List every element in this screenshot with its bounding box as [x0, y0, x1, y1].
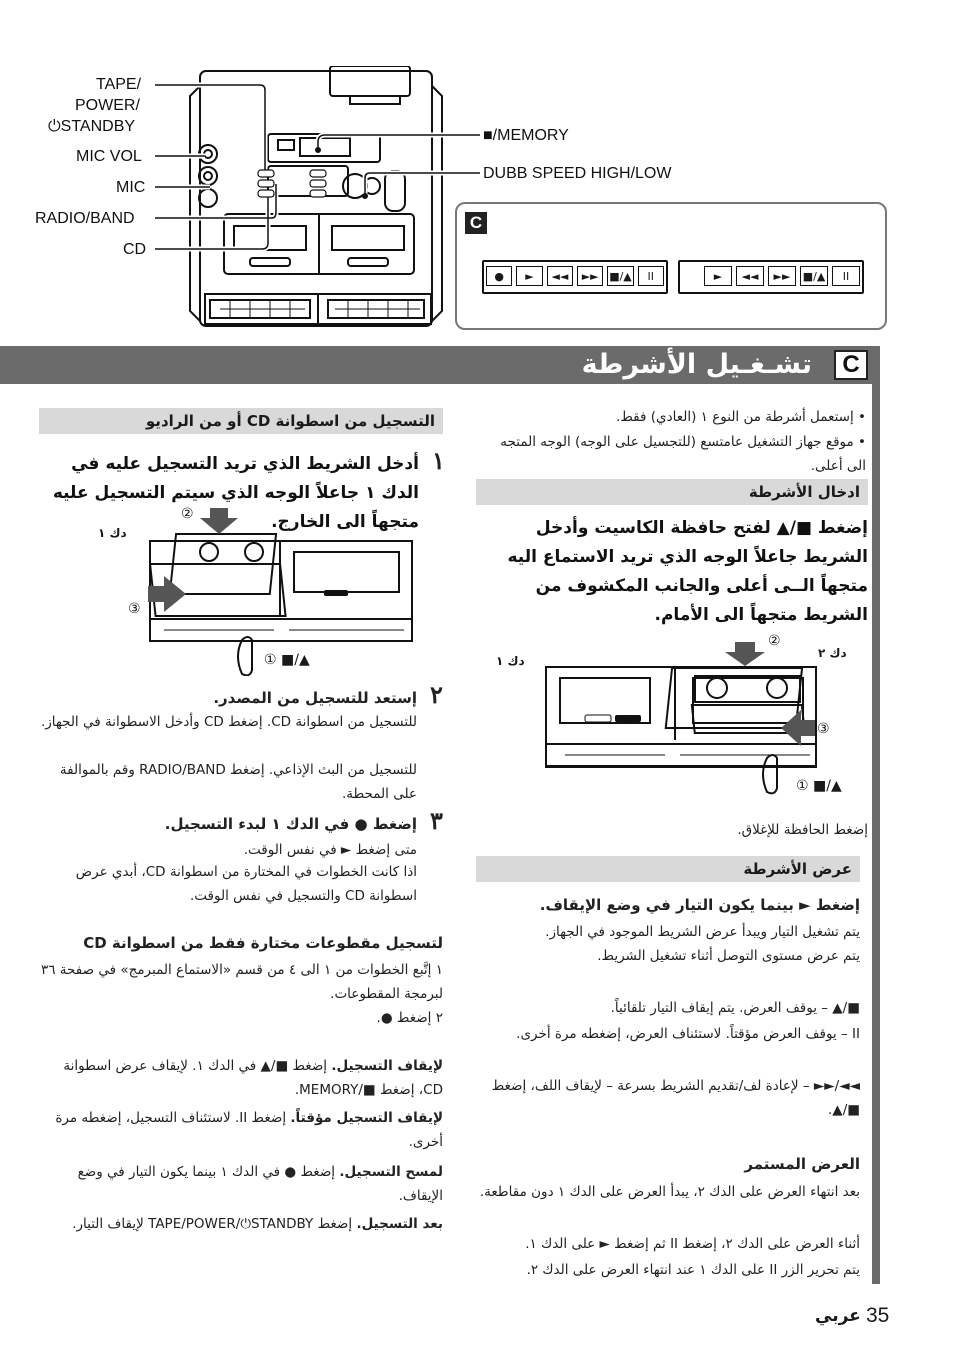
- deck1-keys: [482, 260, 668, 294]
- op-stop-record: لإيقاف التسجيل. إضغط ■/▲ في الدك ١. لإيقاف عرض اسطوانة CD، إضغط ■/MEMORY.: [63, 1058, 443, 1098]
- continuous-line-3: يتم تحرير الزر II على الدك ١ عند انتهاء العرض على الدك ٢.: [526, 1262, 860, 1278]
- deck-insert-illustration: [545, 640, 845, 800]
- record-key: ●: [486, 266, 512, 286]
- c-badge: C: [465, 212, 487, 234]
- section-banner: [0, 346, 872, 384]
- banner-title: تشـغـيل الأشرطة: [581, 349, 812, 380]
- label-dubb-speed: DUBB SPEED HIGH/LOW: [483, 165, 672, 182]
- deck1-insert-illustration: [124, 506, 424, 676]
- rewind-key: ◄◄: [736, 266, 764, 286]
- label-tape: TAPE/: [96, 76, 142, 93]
- marker-3: ③: [128, 601, 141, 617]
- deck-label-1: دك ١: [496, 654, 525, 668]
- label-memory: ■/MEMORY: [483, 127, 569, 144]
- marker-3: ③: [817, 721, 830, 737]
- step-1-number: ١: [432, 446, 445, 475]
- recording-section-title: التسجيل من اسطوانة CD أو من الراديو: [39, 408, 443, 434]
- step-2-line-1: للتسجيل من اسطوانة CD. إضغط CD وأدخل الاسطوانة في الجهاز.: [40, 714, 417, 730]
- deck-label-2: دك ٢: [818, 646, 847, 660]
- step-2-title: إستعد للتسجيل من المصدر.: [213, 689, 417, 707]
- continuous-title: العرض المستمر: [744, 1155, 860, 1173]
- play-key: ►: [516, 266, 542, 286]
- play-line-1: يتم تشغيل التيار ويبدأ عرض الشريط الموجود في الجهاز.: [545, 924, 860, 940]
- ffwd-key: ►►: [768, 266, 796, 286]
- pause-key: II: [638, 266, 664, 286]
- close-note: إضغط الحافظة للإغلاق.: [737, 822, 868, 838]
- step-3-line-1: متى إضغط ► في نفس الوقت.: [243, 842, 417, 858]
- step-2-line-2: للتسجيل من البث الإذاعي. إضغط RADIO/BAND وقم بالموالفة على المحطة.: [59, 762, 417, 802]
- marker-1: ① ■/▲: [796, 778, 842, 794]
- op-erase-record: لمسح التسجيل. إضغط ● في الدك ١ بينما يكون التيار في وضع الإيقاف.: [77, 1164, 443, 1204]
- stereo-front-illustration: [150, 66, 490, 332]
- step-3-line-2: اذا كانت الخطوات في المختارة من اسطوانة CD، أبدي عرض اسطوانة CD والتسجيل في نفس الوقت.: [75, 864, 417, 904]
- insert-section-title: ادخال الأشرطة: [476, 479, 868, 505]
- pause-key: II: [832, 266, 860, 286]
- step-3-title: إضغط ● في الدك ١ لبدء التسجيل.: [164, 815, 417, 833]
- footer-language: عربي: [815, 1306, 861, 1326]
- label-mic: MIC: [116, 179, 146, 196]
- label-power: POWER/: [75, 97, 140, 114]
- deck-controls-panel: [455, 202, 887, 330]
- side-bar: [872, 346, 880, 1284]
- marker-1: ① ■/▲: [264, 652, 310, 668]
- play-key: ►: [704, 266, 732, 286]
- step-3-number: ٣: [430, 806, 443, 835]
- ffwd-key: ►►: [577, 266, 603, 286]
- stop-line-1: ■/▲ – يوقف العرض. يتم إيقاف التيار تلقائياً.: [610, 1000, 860, 1016]
- marker-2: ②: [768, 633, 781, 649]
- label-standby: ⏻STANDBY: [48, 118, 136, 135]
- page-number: 35: [866, 1304, 890, 1327]
- rewind-key: ◄◄: [547, 266, 573, 286]
- program-line-2: ٢ إضغط ●.: [376, 1010, 443, 1026]
- op-after-record: بعد التسجيل. إضغط TAPE/POWER/⏻STANDBY لإيقاف التيار.: [72, 1216, 443, 1232]
- play-line-2: يتم عرض مستوى التوصل أثناء تشغيل الشريط.: [597, 948, 860, 964]
- program-line-1: ١ إتَّبع الخطوات من ١ الى ٤ من قسم «الاستماع المبرمج» في صفحة ٣٦ لبرمجة المقطوعات.: [41, 962, 443, 1002]
- program-record-title: لتسجيل مقطوعات مختارة فقط من اسطوانة CD: [83, 934, 443, 952]
- step-1-text: أدخل الشريط الذي تريد التسجيل عليه في الدك ١ جاعلاً الوجه الذي سيتم التسجيل عليه متجهاً الى الخارج.: [52, 454, 419, 532]
- stop-line-2: II – يوقف العرض مؤقتاً. لاستئناف العرض، إضغطه مرة أخرى.: [516, 1026, 860, 1042]
- play-instruction: إضغط ► بينما يكون التيار في وضع الإيقاف.: [539, 896, 860, 914]
- label-mic-vol: MIC VOL: [76, 148, 142, 165]
- bullet-1: • إستعمل أشرطة من النوع ١ (العادي) فقط.: [616, 409, 866, 425]
- continuous-line-2: أثناء العرض على الدك ٢، إضغط II ثم إضغط ► على الدك ١.: [525, 1236, 860, 1252]
- insert-instruction: إضغط ■/▲ لفتح حافظة الكاسيت وأدخل الشريط جاعلاً الوجه الذي تريد الاستماع اليه متجهاً الــى أعلى والجانب المكشوف من الشريط متجهاً الى الأمام.: [507, 518, 868, 625]
- step-2-number: ٢: [430, 680, 443, 709]
- stop-eject-key: ■/▲: [607, 266, 633, 286]
- marker-2: ②: [181, 506, 194, 522]
- deck2-keys: [678, 260, 864, 294]
- label-cd: CD: [123, 241, 147, 258]
- play-section-title: عرض الأشرطة: [476, 856, 860, 882]
- banner-badge: C: [834, 350, 868, 380]
- deck-label-1: دك ١: [98, 526, 127, 540]
- label-radio-band: RADIO/BAND: [35, 210, 135, 227]
- op-pause-record: لإيقاف التسجيل مؤقتاً. إضغط II. لاستئناف التسجيل، إضغطه مرة أخرى.: [55, 1110, 443, 1150]
- stop-line-3: ◄◄/►► – لإعادة لف/تقديم الشريط بسرعة – لإيقاف اللف، إضغط ■/▲.: [491, 1078, 860, 1118]
- bullet-2: • موقع جهاز التشغيل عامتسع (للتجسيل على الوجه) الوجه المتجه الى أعلى.: [500, 434, 866, 474]
- continuous-line-1: بعد انتهاء العرض على الدك ٢، يبدأ العرض على الدك ١ دون مقاطعة.: [479, 1184, 860, 1200]
- stop-eject-key: ■/▲: [800, 266, 828, 286]
